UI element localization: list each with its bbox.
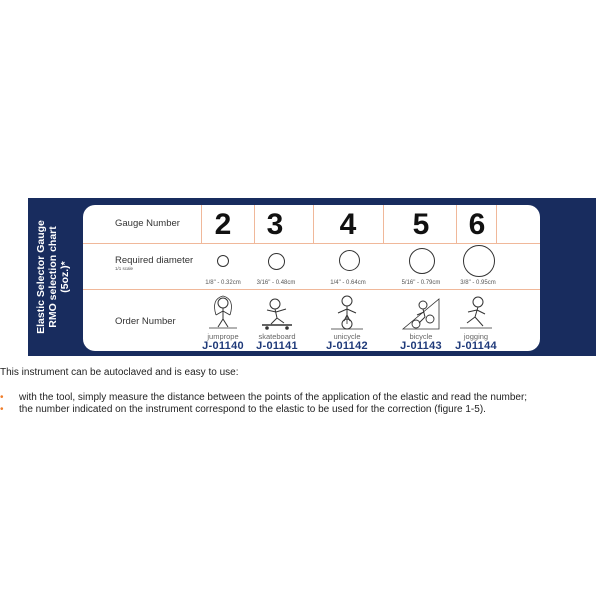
bullet-icon: •: [0, 392, 4, 403]
gauge-number-label: Gauge Number: [115, 218, 180, 229]
diameter-size: 1/8" - 0.32cm: [205, 280, 241, 286]
column-divider: [201, 205, 202, 243]
required-diameter-text: Required diameter: [115, 255, 194, 266]
order-number: J-01140: [202, 340, 244, 351]
side-title-line-2: RMO selection chart: [47, 226, 59, 328]
gauge-number: 2: [214, 208, 232, 241]
order-number-label: Order Number: [115, 316, 176, 327]
side-title-line-1: Elastic Selector Gauge: [35, 220, 47, 334]
jumprope-cartoon-icon: [203, 295, 243, 331]
bullet-icon: •: [0, 404, 4, 415]
order-number: J-01142: [326, 340, 368, 351]
gauge-number: 3: [266, 208, 284, 241]
usage-list: [0, 392, 527, 416]
sport-label: jogging: [463, 332, 489, 341]
list-item: [0, 392, 527, 404]
required-diameter-label: [115, 255, 193, 271]
order-number: J-01143: [400, 340, 442, 351]
diameter-circle: [217, 255, 229, 267]
diameter-size: 3/16" - 0.48cm: [256, 280, 296, 286]
unicycle-cartoon-icon: [327, 295, 367, 331]
diameter-circle: [339, 250, 360, 271]
order-number: J-01144: [455, 340, 497, 351]
skateboard-cartoon-icon: [257, 295, 297, 331]
sport-label: unicycle: [333, 332, 361, 341]
list-item-text: the number indicated on the instrument correspond to the elastic to be used for the correction (figure 1-5).: [19, 404, 486, 415]
scale-note: 1/1 scale: [115, 266, 134, 271]
gauge-number: 5: [412, 208, 430, 241]
diameter-circle: [463, 245, 495, 277]
list-item: [0, 404, 527, 416]
intro-text: This instrument can be autoclaved and is easy to use:: [0, 367, 239, 378]
side-title-line-3: (5oz.)*: [59, 261, 71, 293]
gauge-number: 4: [339, 208, 357, 241]
gauge-number: 6: [468, 208, 486, 241]
list-item-text: with the tool, simply measure the distance between the points of the application of the elastic and read the number;: [19, 392, 528, 403]
column-divider: [313, 205, 314, 243]
diameter-circle: [268, 253, 285, 270]
sport-label: bicycle: [409, 332, 433, 341]
order-number: J-01141: [256, 340, 298, 351]
column-divider: [383, 205, 384, 243]
gauge-card: [83, 205, 540, 351]
bicycle-cartoon-icon: [401, 295, 441, 331]
sport-label: jumprope: [207, 332, 239, 341]
diameter-size: 5/16" - 0.79cm: [401, 280, 441, 286]
row-divider-1: [83, 243, 540, 244]
diameter-size: 1/4" - 0.64cm: [330, 280, 366, 286]
sport-label: skateboard: [258, 332, 296, 341]
diameter-circle: [409, 248, 435, 274]
jogging-cartoon-icon: [456, 295, 496, 331]
row-divider-2: [83, 289, 540, 290]
diameter-size: 3/8" - 0.95cm: [460, 280, 496, 286]
side-title: [28, 198, 78, 356]
